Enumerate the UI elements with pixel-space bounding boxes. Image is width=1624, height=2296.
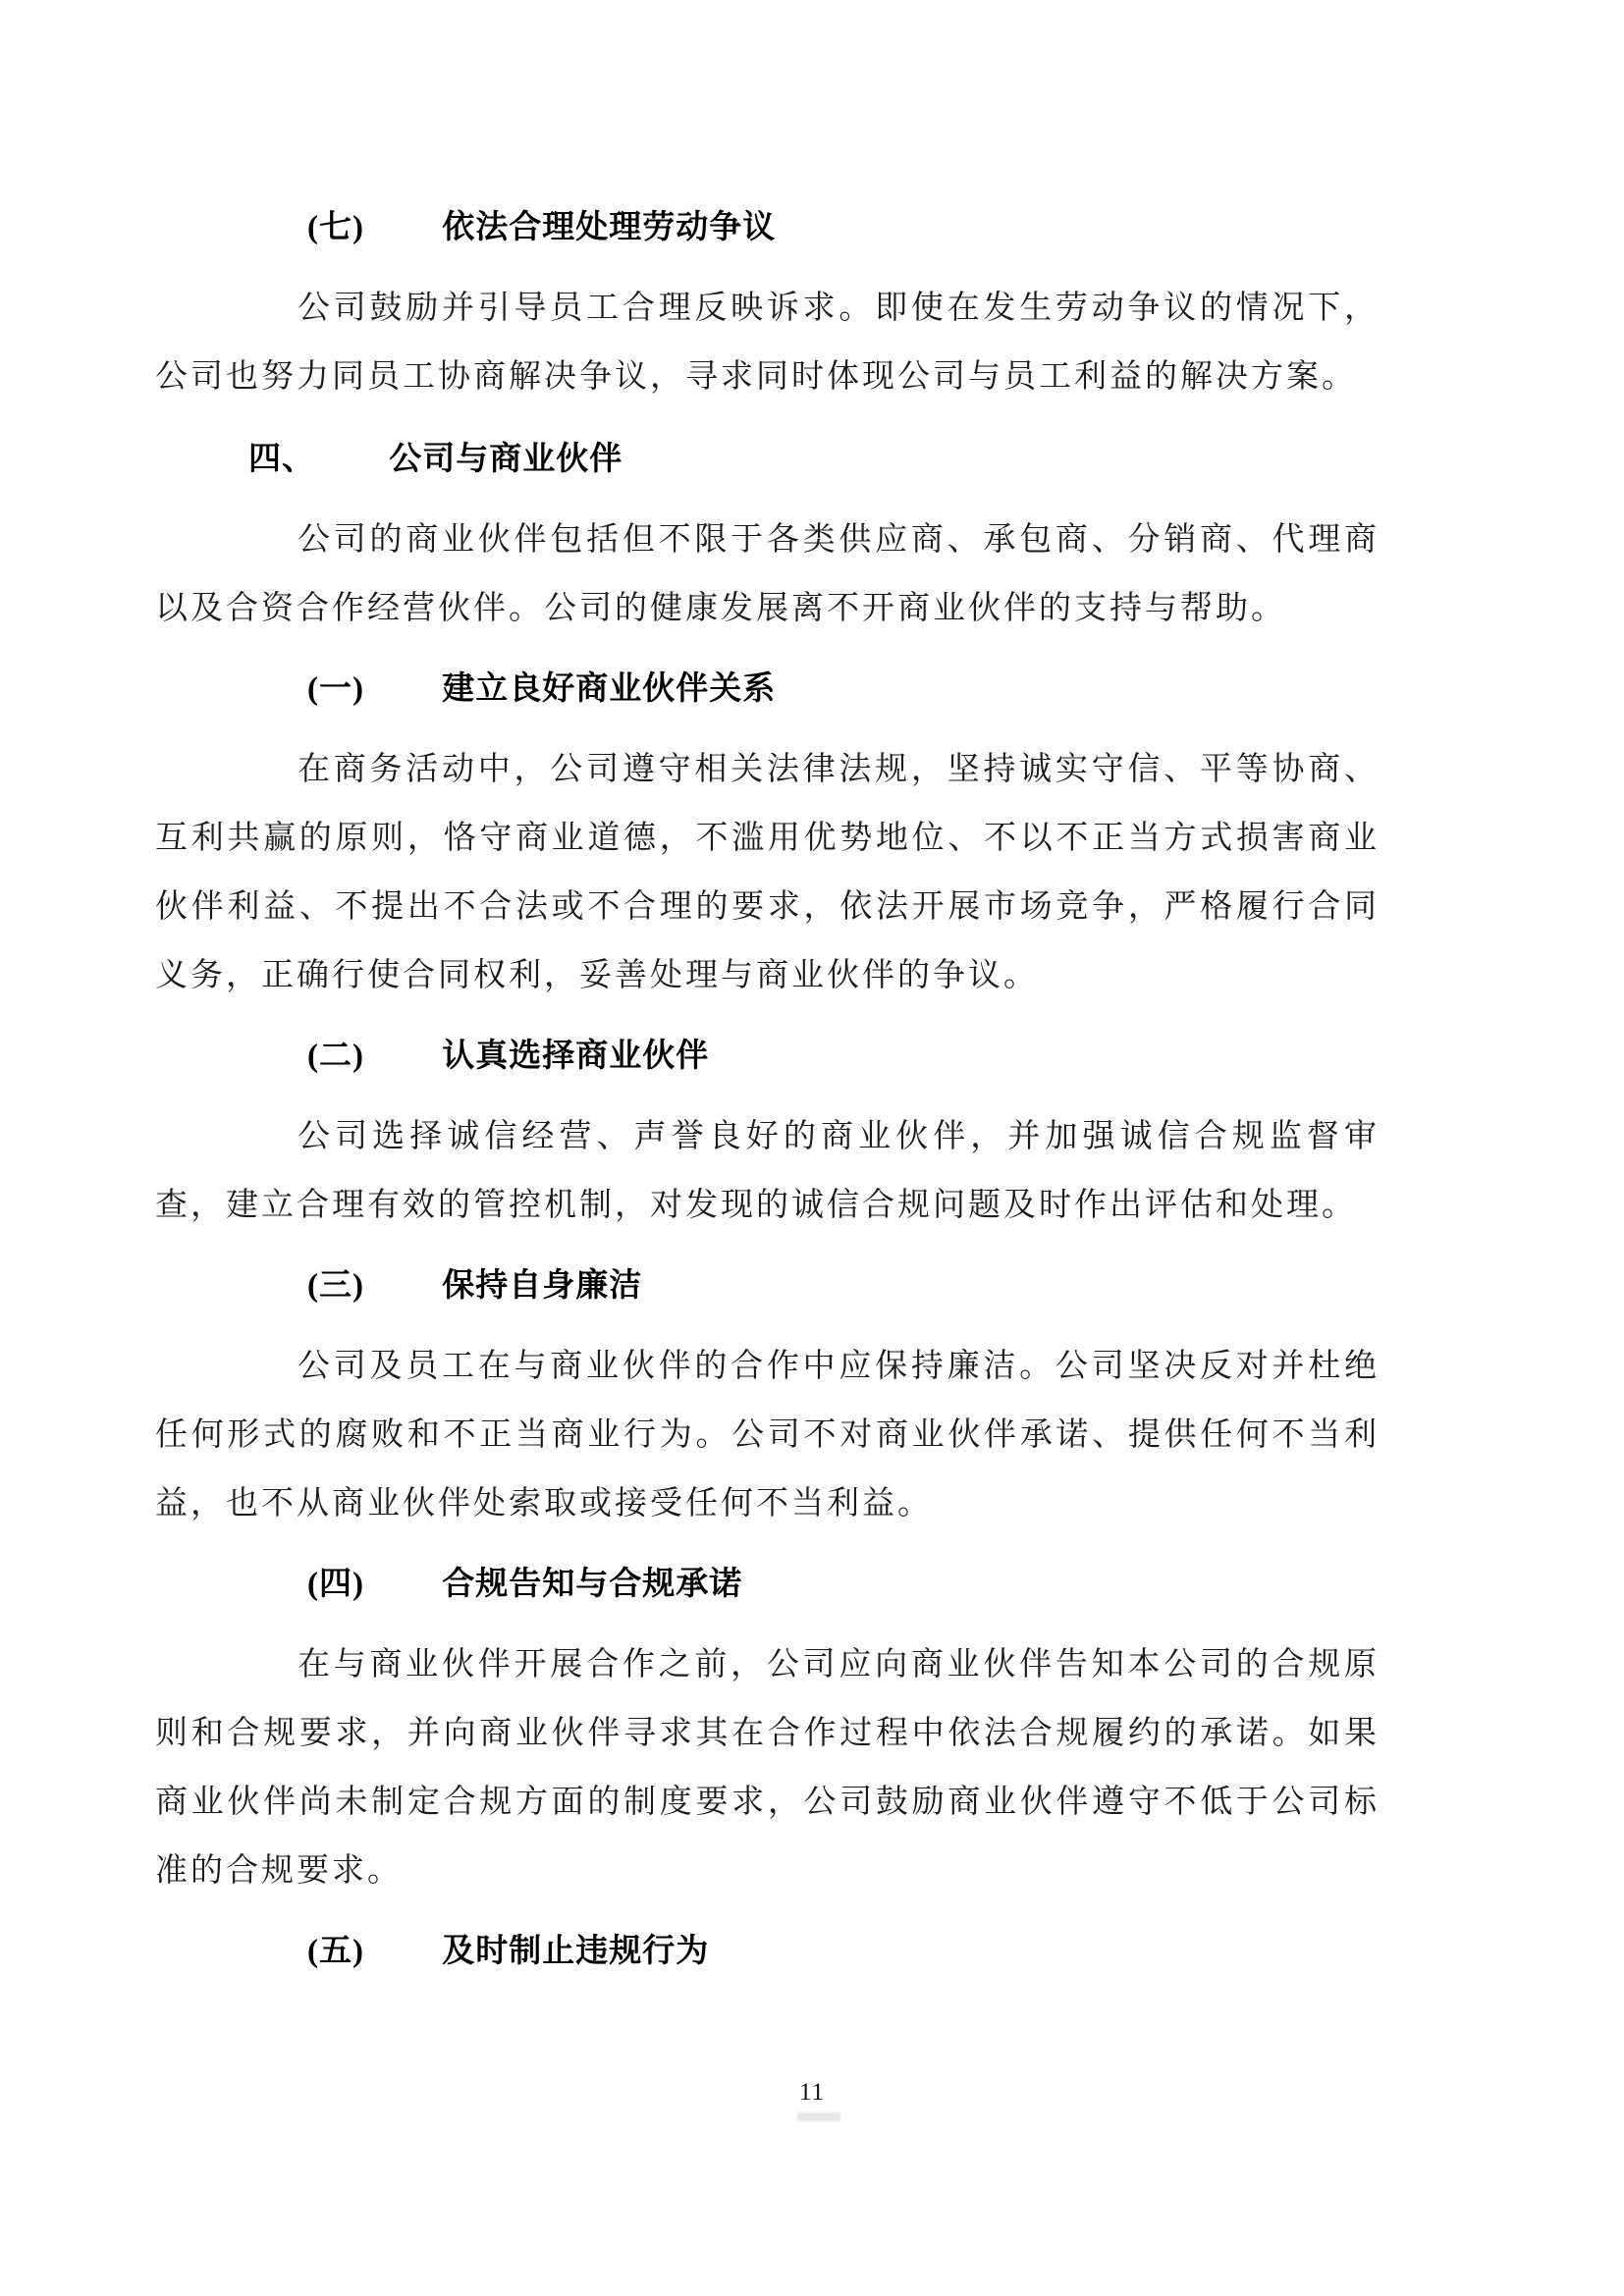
document-body <box>155 193 1380 1998</box>
chapter-heading-4-title: 公司与商业伙伴 <box>389 442 623 477</box>
paragraph-labor-dispute: 公司鼓励并引导员工合理反映诉求。即使在发生劳动争议的情况下，公司也努力同员工协商解决争议，寻求同时体现公司与员工利益的解决方案。 <box>155 291 1380 395</box>
paragraph-business-partners-intro: 公司的商业伙伴包括但不限于各类供应商、承包商、分销商、代理商以及合资合作经营伙伴。公司的健康发展离不开商业伙伴的支持与帮助。 <box>155 522 1380 626</box>
page-number: 11 <box>798 2079 826 2106</box>
subheading-2-number: (二) <box>307 1039 364 1074</box>
chapter-heading-4 <box>155 425 1380 494</box>
subheading-4-title: 合规告知与合规承诺 <box>442 1567 743 1602</box>
subheading-7 <box>155 193 1380 262</box>
subheading-5-title: 及时制止违规行为 <box>442 1934 710 1969</box>
subheading-1-number: (一) <box>307 671 364 707</box>
paragraph-compliance-notice: 在与商业伙伴开展合作之前，公司应向商业伙伴告知本公司的合规原则和合规要求，并向商业伙伴寻求其在合作过程中依法合规履约的承诺。如果商业伙伴尚未制定合规方面的制度要求，公司鼓励商业伙伴遵守不低于公司标准的合规要求。 <box>155 1647 1380 1889</box>
subheading-5 <box>155 1917 1380 1986</box>
subheading-1-title: 建立良好商业伙伴关系 <box>442 671 777 707</box>
chapter-heading-4-number: 四、 <box>248 442 315 477</box>
paragraph-integrity: 公司及员工在与商业伙伴的合作中应保持廉洁。公司坚决反对并杜绝任何形式的腐败和不正当商业行为。公司不对商业伙伴承诺、提供任何不当利益，也不从商业伙伴处索取或接受任何不当利益。 <box>155 1349 1380 1522</box>
subheading-2-title: 认真选择商业伙伴 <box>442 1039 710 1074</box>
subheading-7-title: 依法合理处理劳动争议 <box>442 210 777 245</box>
subheading-5-number: (五) <box>307 1934 364 1969</box>
scan-smudge-artifact <box>797 2112 840 2121</box>
paragraph-select-partners: 公司选择诚信经营、声誉良好的商业伙伴，并加强诚信合规监督审查，建立合理有效的管控机制，对发现的诚信合规问题及时作出评估和处理。 <box>155 1119 1380 1223</box>
subheading-4-number: (四) <box>307 1567 364 1602</box>
subheading-2 <box>155 1022 1380 1091</box>
subheading-3 <box>155 1252 1380 1320</box>
subheading-1 <box>155 655 1380 723</box>
subheading-3-number: (三) <box>307 1268 364 1304</box>
subheading-7-number: (七) <box>307 210 364 245</box>
subheading-3-title: 保持自身廉洁 <box>442 1268 643 1304</box>
subheading-4 <box>155 1550 1380 1619</box>
paragraph-good-relations: 在商务活动中，公司遵守相关法律法规，坚持诚实守信、平等协商、互利共赢的原则，恪守商业道德，不滥用优势地位、不以不正当方式损害商业伙伴利益、不提出不合法或不合理的要求，依法开展市场竞争，严格履行合同义务，正确行使合同权利，妥善处理与商业伙伴的争议。 <box>155 752 1380 993</box>
